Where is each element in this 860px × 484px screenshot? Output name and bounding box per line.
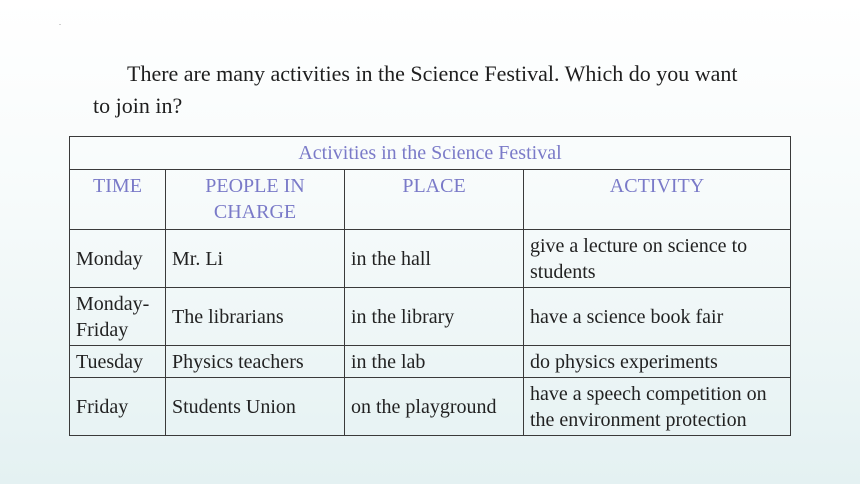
cell-people: Students Union xyxy=(166,378,345,436)
header-time: TIME xyxy=(70,170,166,230)
decorative-dot: . xyxy=(59,18,61,27)
table-row xyxy=(70,230,791,288)
cell-place: in the lab xyxy=(345,346,524,378)
header-place: PLACE xyxy=(345,170,524,230)
cell-activity: do physics experiments xyxy=(524,346,791,378)
cell-activity: have a science book fair xyxy=(524,288,791,346)
intro-paragraph xyxy=(93,58,753,122)
table-row xyxy=(70,288,791,346)
activities-table xyxy=(69,136,791,436)
cell-activity: have a speech competition on the environment protection xyxy=(524,378,791,436)
header-people-in-charge: PEOPLE IN CHARGE xyxy=(166,170,345,230)
cell-people: Physics teachers xyxy=(166,346,345,378)
intro-text: There are many activities in the Science Festival. Which do you want to join in? xyxy=(93,61,738,118)
cell-time: Monday-Friday xyxy=(70,288,166,346)
cell-people: The librarians xyxy=(166,288,345,346)
cell-place: in the library xyxy=(345,288,524,346)
cell-activity: give a lecture on science to students xyxy=(524,230,791,288)
cell-place: in the hall xyxy=(345,230,524,288)
cell-time: Friday xyxy=(70,378,166,436)
table-row xyxy=(70,378,791,436)
cell-time: Monday xyxy=(70,230,166,288)
table-header-row xyxy=(70,170,791,230)
table-row xyxy=(70,346,791,378)
table-caption: Activities in the Science Festival xyxy=(70,137,791,170)
table-caption-row xyxy=(70,137,791,170)
cell-place: on the playground xyxy=(345,378,524,436)
cell-people: Mr. Li xyxy=(166,230,345,288)
header-activity: ACTIVITY xyxy=(524,170,791,230)
cell-time: Tuesday xyxy=(70,346,166,378)
